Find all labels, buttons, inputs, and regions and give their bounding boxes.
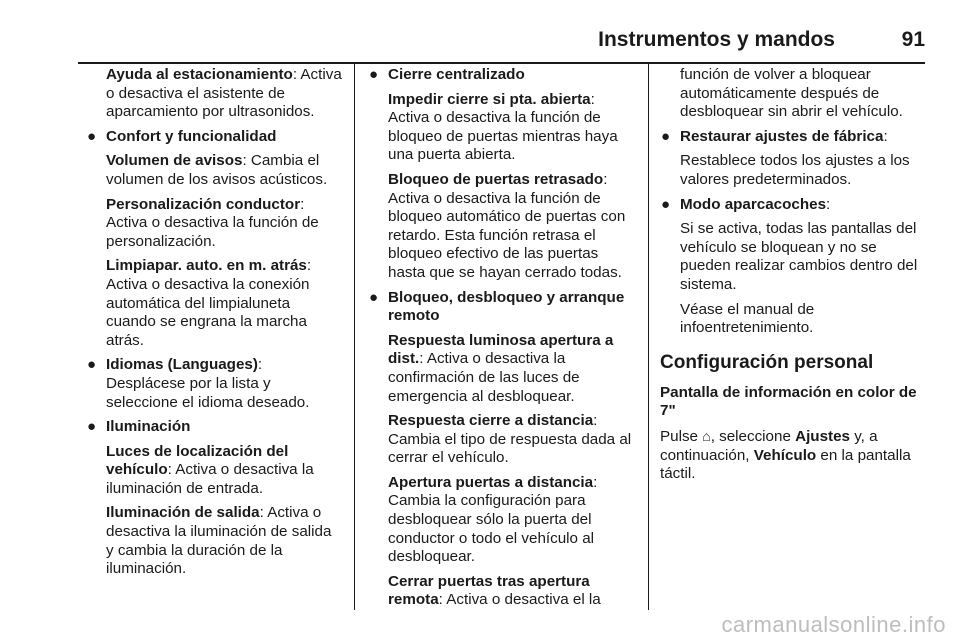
description: : Activa o desactiva la iluminación de entrada. [106, 461, 314, 497]
term: Volumen de avisos [106, 152, 243, 170]
text: en la pantalla táctil. [660, 446, 911, 483]
paragraph [86, 196, 342, 252]
paragraph: Si se activa, todas las pantallas del vehículo se bloquean y no se pueden realizar cambios dentro del sistema. [680, 220, 918, 293]
paragraph [86, 443, 342, 499]
description: : Desplácese por la lista y seleccione el idioma deseado. [106, 356, 310, 411]
bullet-icon: ● [87, 127, 97, 145]
paragraph: Véase el manual de infoentretenimiento. [680, 300, 815, 337]
paragraph [368, 332, 636, 406]
list-item-title: Confort y funcionalidad [106, 127, 277, 145]
colon: : [883, 127, 888, 145]
list-item-title: Modo aparcacoches [680, 195, 827, 213]
bullet-icon: ● [87, 418, 97, 436]
text: y, a continuación, [660, 427, 878, 464]
paragraph [86, 152, 342, 189]
description: : Activa o desactiva la conexión automática del limpialuneta cuando se engrana la marcha atrás. [106, 257, 312, 349]
subheading: Pantalla de información en color de 7" [660, 383, 917, 420]
chapter-title: Instrumentos y mandos [598, 28, 835, 51]
paragraph [368, 474, 636, 567]
bullet-icon: ● [661, 127, 671, 145]
term: Respuesta cierre a distancia [388, 412, 594, 430]
page-number: 91 [901, 28, 925, 51]
paragraph [660, 427, 930, 484]
paragraph [368, 171, 636, 283]
term: Impedir cierre si pta. abierta [388, 90, 591, 108]
bullet-icon: ● [369, 288, 379, 306]
description: : Cambia el volumen de los avisos acústicos. [106, 152, 328, 188]
column-3 [660, 66, 930, 490]
paragraph [368, 573, 636, 610]
list-item-title: Bloqueo, desbloqueo y arranque remoto [388, 288, 625, 325]
description: : Cambia el tipo de respuesta dada al cerrar el vehículo. [388, 412, 632, 467]
paragraph [86, 504, 342, 578]
list-item-title: Idiomas (Languages) [106, 356, 258, 374]
paragraph [368, 412, 636, 468]
list-item [86, 418, 342, 437]
description: : Activa o desactiva la confirmación de las luces de emergencia al desbloquear. [388, 350, 580, 405]
description: : Activa o desactiva la función de personalización. [106, 195, 319, 250]
list-item [660, 128, 930, 147]
header-rule [78, 62, 925, 64]
description: : Activa o desactiva la iluminación de salida y cambia la duración de la iluminación. [106, 504, 332, 578]
term: Personalización conductor [106, 195, 301, 213]
term: Iluminación de salida [106, 504, 260, 522]
home-icon: ⌂ [702, 427, 711, 444]
term: Limpiapar. auto. en m. atrás [106, 257, 307, 275]
term: Cerrar puertas tras apertura remota [388, 572, 590, 609]
term: Ajustes [795, 427, 850, 445]
text: , seleccione [710, 427, 796, 445]
page-header [78, 22, 925, 52]
text: Pulse [660, 427, 703, 445]
paragraph [86, 66, 342, 122]
column-1 [86, 66, 342, 585]
list-item [86, 356, 342, 412]
column-divider-1 [354, 62, 355, 610]
list-item [368, 289, 636, 326]
bullet-icon: ● [661, 195, 671, 213]
description: : Activa o desactiva el asistente de aparcamiento por ultrasonidos. [106, 66, 342, 121]
description: : Cambia la configuración para desbloquear sólo la puerta del conductor o todo el vehículo al desbloquear. [388, 473, 598, 566]
bullet-icon: ● [87, 356, 97, 374]
description: : Activa o desactiva la función de bloqueo automático de puertas con retardo. Esta función retrasa el bloqueo efectivo de las puertas hasta que se hayan cerrado todas. [388, 170, 626, 281]
list-item-title: Restaurar ajustes de fábrica [680, 127, 884, 145]
list-item [86, 128, 342, 147]
paragraph: función de volver a bloquear automáticamente después de desbloquear sin abrir el vehículo. [680, 66, 903, 121]
description: : Activa o desactiva el la [438, 591, 601, 609]
column-divider-2 [648, 62, 649, 610]
term: Apertura puertas a distancia [388, 473, 594, 491]
list-item-title: Iluminación [106, 418, 191, 436]
paragraph [368, 91, 636, 165]
paragraph [86, 257, 342, 350]
term: Ayuda al estacionamiento [106, 66, 293, 83]
term: Luces de localización del vehículo [106, 442, 289, 479]
paragraph: Restablece todos los ajustes a los valores predeterminados. [680, 152, 910, 188]
colon: : [826, 195, 831, 213]
description: : Activa o desactiva la función de bloqueo de puertas mientras haya una puerta abierta. [388, 90, 618, 164]
column-2 [368, 66, 636, 616]
term: Respuesta luminosa apertura a dist. [388, 331, 614, 368]
section-heading: Configuración personal [660, 351, 874, 373]
list-item [660, 196, 930, 215]
bullet-icon: ● [369, 66, 379, 83]
term: Bloqueo de puertas retrasado [388, 170, 604, 188]
list-item [368, 66, 636, 85]
watermark: carmanualsonline.info [721, 612, 946, 637]
term: Vehículo [753, 446, 817, 464]
list-item-title: Cierre centralizado [388, 66, 525, 83]
